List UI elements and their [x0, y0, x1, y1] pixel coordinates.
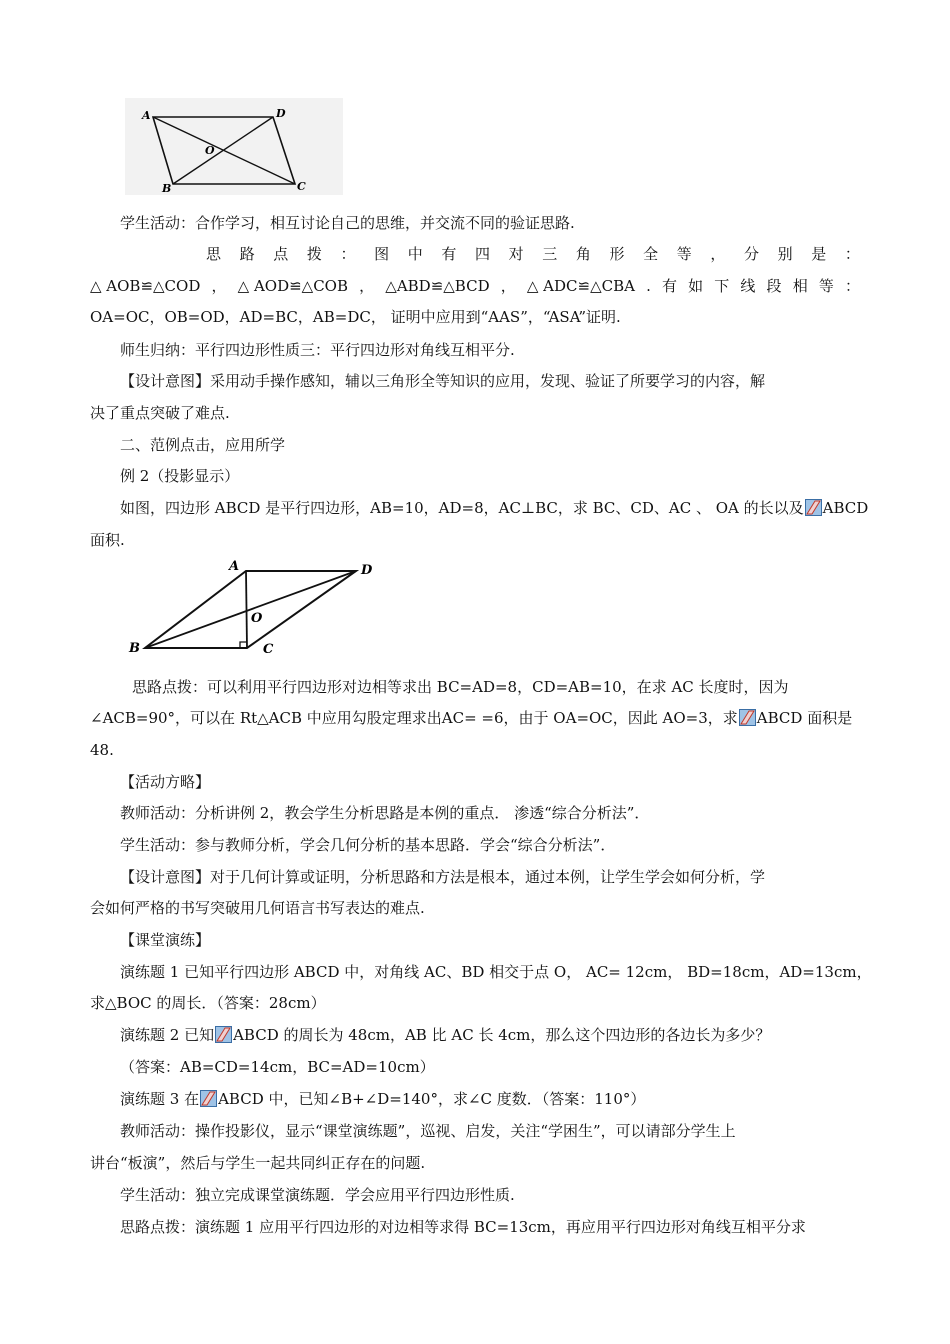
design-intent-2-line1: 【设计意图】对于几何计算或证明，分析思路和方法是根本，通过本例，让学生学会如何分析，学 — [120, 868, 766, 886]
figure-parallelogram-1 — [125, 98, 343, 195]
diagonal-bd — [145, 571, 356, 648]
section-heading-2: 二、范例点击，应用所学 — [120, 436, 286, 454]
practice-1-line2: 求△BOC 的周长．（答案：28cm） — [90, 994, 326, 1012]
activity-strategy-heading: 【活动方略】 — [120, 773, 211, 791]
parallelogram-symbol-icon — [739, 709, 756, 726]
paragraph-student-activity-1: 学生活动：合作学习，相互讨论自己的思维，并交流不同的验证思路. — [120, 214, 575, 232]
label-b: B — [129, 641, 140, 656]
hint2-line1: 思路点拨：可以利用平行四边形对边相等求出 BC=AD=8，CD=AB=10，在求 AC 长度时，因为 — [132, 678, 789, 696]
hint2-line2: ∠ACB=90°，可以在 Rt△ACB 中应用勾股定理求出AC= =6，由于 OA=OC，因此 AO=3，求 ABCD 面积是 — [90, 709, 853, 727]
teacher-activity-2-line1: 教师活动：操作投影仪，显示“课堂演练题”，巡视、启发，关注“学困生”，可以请部分学生上 — [120, 1122, 736, 1140]
practice-1-line1: 演练题 1 已知平行四边形 ABCD 中，对角线 AC、BD 相交于点 O， AC= 12cm， BD=18cm，AD=13cm， — [120, 963, 872, 981]
design-intent-2-line2: 会如何严格的书写突破用几何语言书写表达的难点. — [90, 899, 425, 917]
hint1-congruent-pairs: △ AOB≌△COD ， △ AOD≌△COB ， △ABD≌△BCD ， △ ADC≌△CBA . 有 如 下 线 段 相 等 ： — [90, 277, 860, 295]
figure-parallelogram-2 — [125, 557, 380, 660]
label-d: D — [361, 563, 373, 578]
label-c: C — [297, 180, 306, 193]
summary-property-three: 师生归纳：平行四边形性质三：平行四边形对角线互相平分. — [120, 341, 515, 359]
hint2-line3: 48. — [90, 741, 114, 759]
practice-3-question: 演练题 3 在 ABCD 中，已知∠B+∠D=140°，求∠C 度数．（答案：110°） — [120, 1090, 646, 1108]
hint3-line1: 思路点拨：演练题 1 应用平行四边形的对边相等求得 BC=13cm，再应用平行四边形对角线互相平分求 — [120, 1218, 806, 1236]
design-intent-1-line1: 【设计意图】采用动手操作感知，辅以三角形全等知识的应用，发现、验证了所要学习的内容，解 — [120, 372, 766, 390]
parallelogram-symbol-icon — [805, 499, 822, 516]
example-2-heading: 例 2（投影显示） — [120, 467, 240, 485]
classroom-practice-heading: 【课堂演练】 — [120, 931, 211, 949]
diagonal-ac — [246, 571, 247, 648]
label-a: A — [229, 559, 240, 574]
practice-2-question: 演练题 2 已知 ABCD 的周长为 48cm，AB 比 AC 长 4cm，那么这个四边形的各边长为多少？ — [120, 1026, 771, 1044]
example-2-question-line1: 如图，四边形 ABCD 是平行四边形，AB=10，AD=8，AC⊥BC，求 BC、CD、AC 、 OA 的长以及 ABCD — [120, 499, 869, 517]
label-o: O — [251, 611, 263, 626]
practice-2-answer: （答案：AB=CD=14cm，BC=AD=10cm） — [120, 1058, 435, 1076]
label-a: A — [142, 109, 151, 122]
label-d: D — [276, 107, 286, 120]
teacher-activity-2-line2: 讲台“板演”，然后与学生一起共同纠正存在的问题. — [90, 1154, 426, 1172]
example-2-question-line2: 面积. — [90, 531, 125, 549]
label-o: O — [205, 144, 215, 157]
label-b: B — [162, 182, 172, 195]
teacher-activity-1: 教师活动：分析讲例 2，教会学生分析思路是本例的重点． 渗透“综合分析法”． — [120, 804, 650, 822]
hint1-equal-segments: OA=OC，OB=OD，AD=BC，AB=DC， 证明中应用到“AAS”，“ASA”证明. — [90, 308, 621, 326]
hint1-head: 思 路 点 拨 ： 图 中 有 四 对 三 角 形 全 等 ， 分 别 是 ： — [206, 245, 860, 263]
parallelogram-symbol-icon — [200, 1090, 217, 1107]
design-intent-1-line2: 决了重点突破了难点. — [90, 404, 230, 422]
student-activity-2: 学生活动：参与教师分析，学会几何分析的基本思路．学会“综合分析法”． — [120, 836, 616, 854]
parallelogram-symbol-icon — [215, 1026, 232, 1043]
student-activity-3: 学生活动：独立完成课堂演练题．学会应用平行四边形性质. — [120, 1186, 515, 1204]
label-c: C — [263, 642, 274, 657]
